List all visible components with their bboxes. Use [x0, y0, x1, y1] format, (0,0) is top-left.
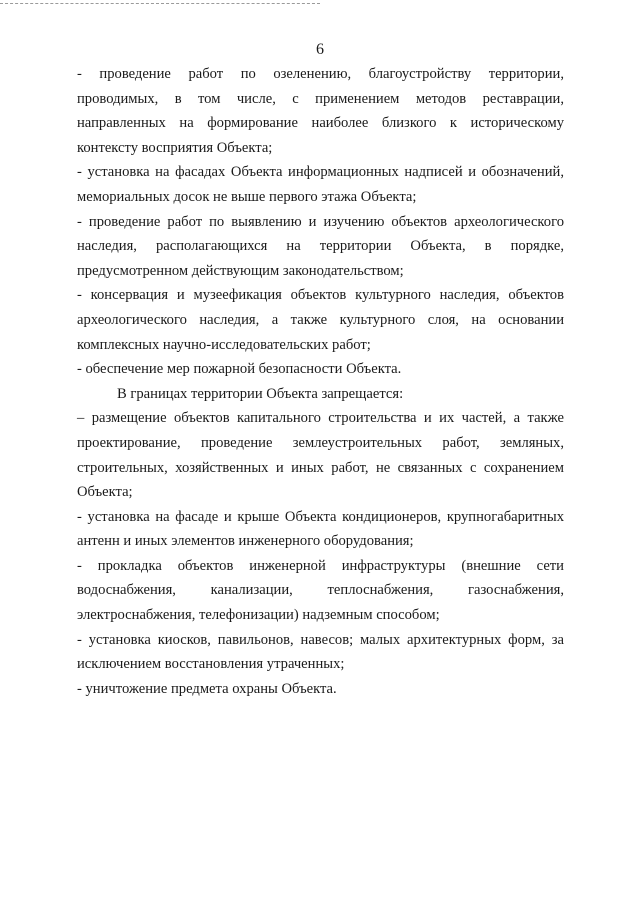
- paragraph-conservation: - консервация и музеефикация объектов культурного наследия, объектов археологического наследия, а также культурного слоя, на основании комплексных научно-исследовательских работ;: [77, 287, 564, 353]
- paragraph-engineering-infrastructure: - прокладка объектов инженерной инфраструктуры (внешние сети водоснабжения, канализации, теплоснабжения, газоснабжения, электроснабжения, телефонизации) надземным способом;: [77, 557, 564, 624]
- paragraph-kiosks: - установка киосков, павильонов, навесов; малых архитектурных форм, за исключением восстановления утраченных;: [77, 631, 564, 673]
- section-heading-prohibited: В границах территории Объекта запрещается:: [117, 385, 404, 402]
- paragraph-fire-safety: - обеспечение мер пожарной безопасности Объекта.: [77, 361, 402, 378]
- paragraph-capital-construction: – размещение объектов капитального строительства и их частей, а также проектирование, проведение землеустроительных работ, земляных, строительных, хозяйственных и иных работ, не связанных с сохранением Объекта;: [77, 410, 564, 501]
- paragraph-greening-works: - проведение работ по озеленению, благоустройству территории, проводимых, в том числе, с применением методов реставрации, направленных на формирование наиболее близкого к историческому контексту восприятия Объекта;: [77, 66, 564, 156]
- paragraph-archaeological-survey: - проведение работ по выявлению и изучению объектов археологического наследия, располагающихся на территории Объекта, в порядке, предусмотренном действующим законодательством;: [77, 213, 564, 279]
- top-dashed-rule: [0, 3, 320, 4]
- document-body: [77, 62, 564, 701]
- page-number: 6: [316, 41, 324, 58]
- paragraph-air-conditioners: - установка на фасаде и крыше Объекта кондиционеров, крупногабаритных антенн и иных элементов инженерного оборудования;: [77, 508, 564, 550]
- paragraph-facade-signs: - установка на фасадах Объекта информационных надписей и обозначений, мемориальных досок не выше первого этажа Объекта;: [77, 164, 564, 205]
- paragraph-destruction: - уничтожение предмета охраны Объекта.: [77, 680, 337, 697]
